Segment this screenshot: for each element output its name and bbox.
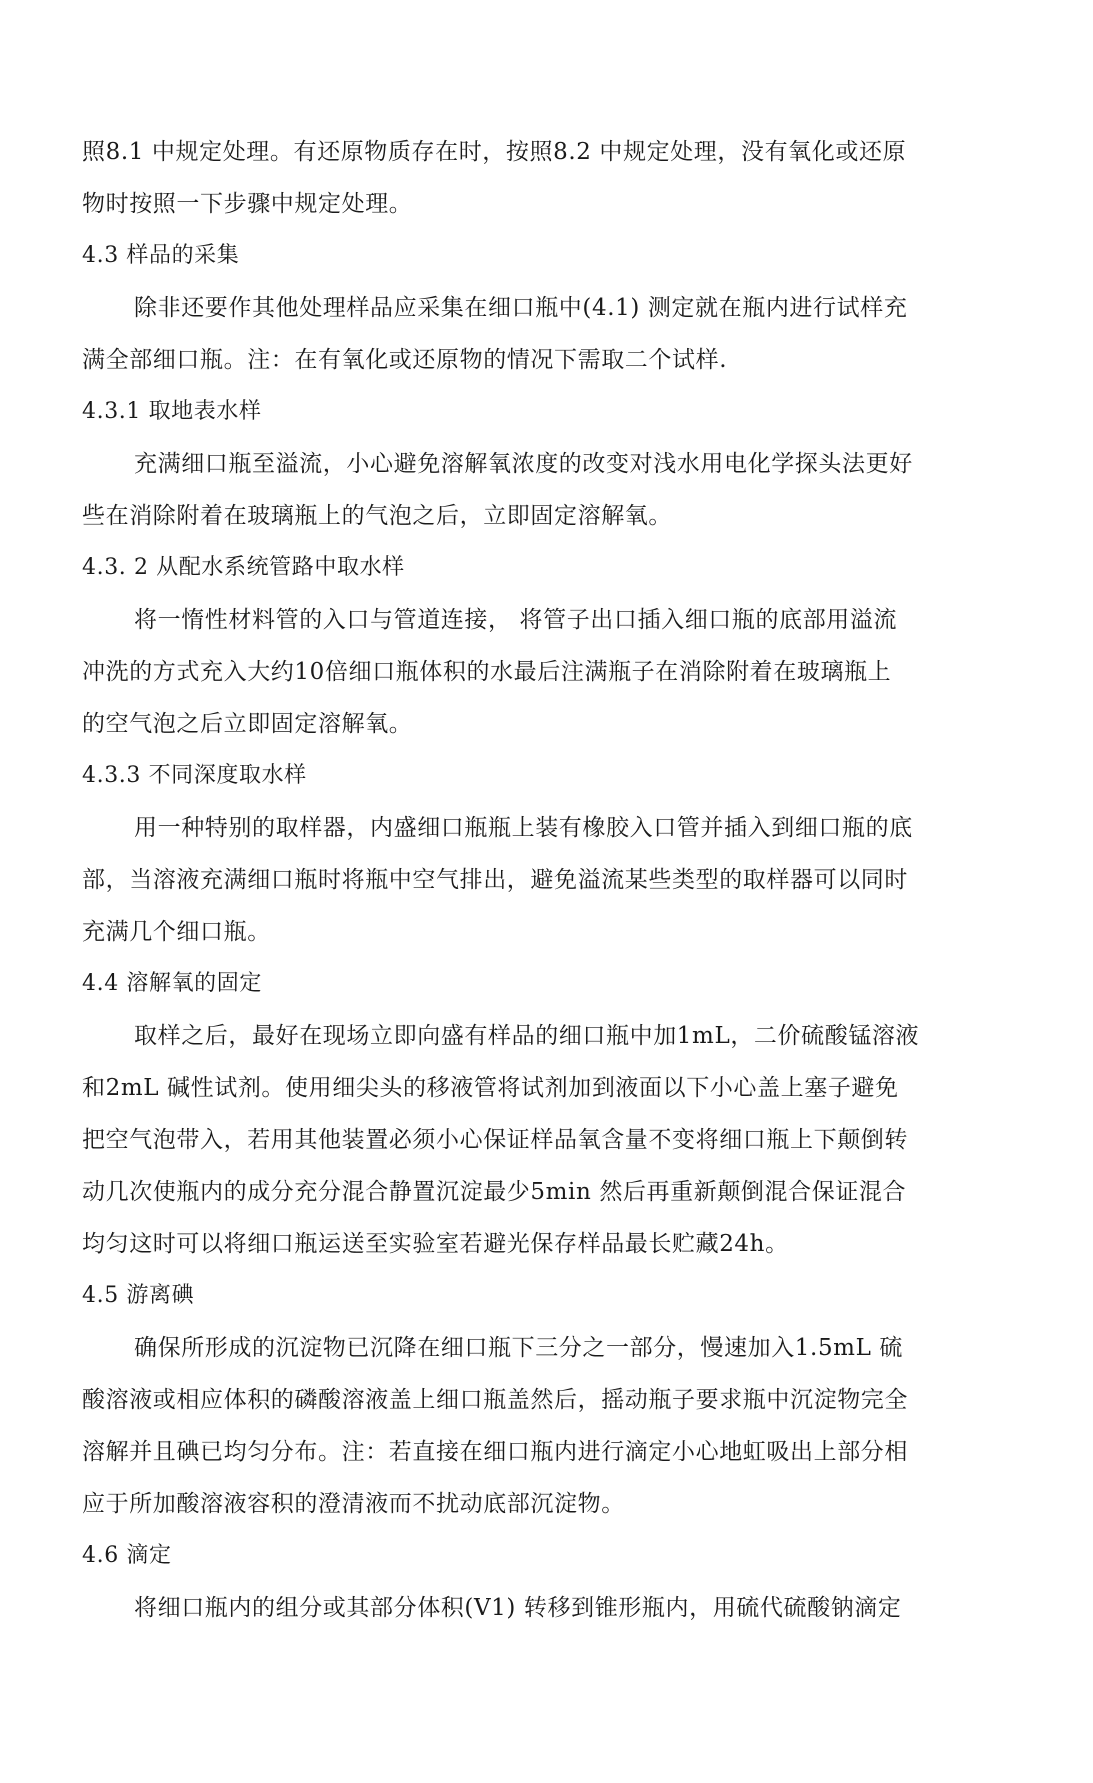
paragraph-line: 部，当溶液充满细口瓶时将瓶中空气排出，避免溢流某些类型的取样器可以同时 (82, 867, 908, 893)
paragraph-line: 和2mL 碱性试剂。使用细尖头的移液管将试剂加到液面以下小心盖上塞子避免 (82, 1075, 899, 1101)
paragraph-line: 些在消除附着在玻璃瓶上的气泡之后，立即固定溶解氧。 (82, 503, 672, 529)
paragraph-line: 满全部细口瓶。注：在有氧化或还原物的情况下需取二个试样. (82, 347, 728, 373)
paragraph-line: 应于所加酸溶液容积的澄清液而不扰动底部沉淀物。 (82, 1491, 625, 1517)
paragraph-line: 的空气泡之后立即固定溶解氧。 (82, 711, 413, 737)
paragraph-line: 照8.1 中规定处理。有还原物质存在时，按照8.2 中规定处理，没有氧化或还原 (82, 139, 907, 165)
section-heading: 4.6 滴定 (82, 1543, 172, 1568)
paragraph-line: 用一种特别的取样器，内盛细口瓶瓶上装有橡胶入口管并插入到细口瓶的底 (134, 815, 913, 841)
paragraph-line: 溶解并且碘已均匀分布。注：若直接在细口瓶内进行滴定小心地虹吸出上部分相 (82, 1439, 908, 1465)
paragraph-line: 取样之后，最好在现场立即向盛有样品的细口瓶中加1mL，二价硫酸锰溶液 (134, 1023, 920, 1049)
paragraph-line: 除非还要作其他处理样品应采集在细口瓶中(4.1) 测定就在瓶内进行试样充 (134, 295, 908, 321)
paragraph-line: 将细口瓶内的组分或其部分体积(V1) 转移到锥形瓶内，用硫代硫酸钠滴定 (134, 1595, 902, 1621)
paragraph-line: 物时按照一下步骤中规定处理。 (82, 191, 413, 217)
section-heading: 4.3. 2 从配水系统管路中取水样 (82, 555, 405, 580)
section-heading: 4.3.1 取地表水样 (82, 399, 262, 424)
paragraph-line: 确保所形成的沉淀物已沉降在细口瓶下三分之一部分，慢速加入1.5mL 硫 (134, 1335, 903, 1361)
section-heading: 4.3.3 不同深度取水样 (82, 763, 307, 788)
paragraph-line: 均匀这时可以将细口瓶运送至实验室若避光保存样品最长贮藏24h。 (82, 1231, 789, 1257)
paragraph-line: 冲洗的方式充入大约10倍细口瓶体积的水最后注满瓶子在消除附着在玻璃瓶上 (82, 659, 892, 685)
section-heading: 4.5 游离碘 (82, 1283, 195, 1308)
paragraph-line: 将一惰性材料管的入口与管道连接， 将管子出口插入细口瓶的底部用溢流 (134, 607, 898, 633)
section-heading: 4.3 样品的采集 (82, 243, 240, 268)
paragraph-line: 充满细口瓶至溢流，小心避免溶解氧浓度的改变对浅水用电化学探头法更好 (134, 451, 913, 477)
section-heading: 4.4 溶解氧的固定 (82, 971, 262, 996)
paragraph-line: 酸溶液或相应体积的磷酸溶液盖上细口瓶盖然后，摇动瓶子要求瓶中沉淀物完全 (82, 1387, 908, 1413)
paragraph-line: 把空气泡带入，若用其他装置必须小心保证样品氧含量不变将细口瓶上下颠倒转 (82, 1127, 908, 1153)
paragraph-line: 充满几个细口瓶。 (82, 919, 271, 945)
document-body (82, 126, 997, 1634)
paragraph-line: 动几次使瓶内的成分充分混合静置沉淀最少5min 然后再重新颠倒混合保证混合 (82, 1179, 907, 1205)
